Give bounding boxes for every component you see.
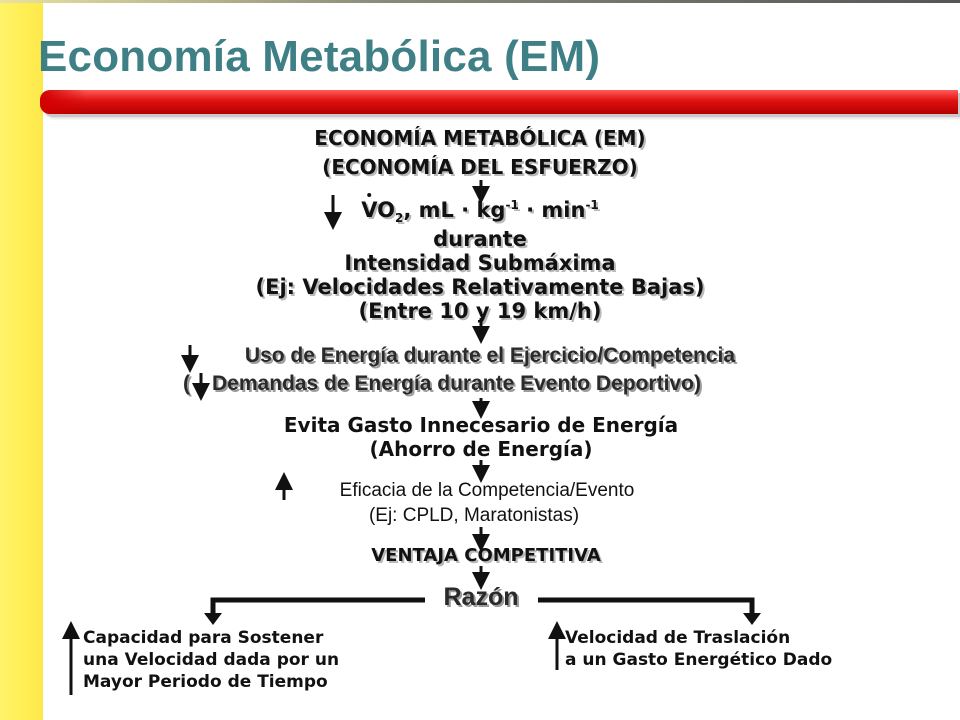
left-branch-arrowhead [204, 613, 222, 625]
right-branch-connector [538, 600, 752, 616]
left-branch-line-3: Mayor Periodo de Tiempo [83, 672, 328, 692]
page-title: Economía Metabólica (EM) [38, 32, 601, 81]
reason-label: Razón [443, 583, 519, 611]
competitive-advantage: VENTAJA COMPETITIVA [371, 545, 601, 566]
right-branch-arrowhead [743, 613, 761, 625]
vo2-exponent-2: -1 [585, 198, 599, 212]
energy-use-line-2: Demandas de Energía durante Evento Deportivo) [212, 372, 701, 395]
savings-line-1: Evita Gasto Innecesario de Energía [283, 413, 679, 437]
energy-use-open-paren: ( [183, 372, 190, 395]
vo2-subscript: 2 [394, 211, 404, 226]
left-branch-line-2: una Velocidad dada por un [83, 650, 340, 670]
left-branch-line-1: Capacidad para Sostener [83, 628, 324, 648]
vo2-unit-part-1: , mL · kg [403, 198, 506, 222]
left-branch-connector [213, 600, 425, 616]
efficacy-line-2: (Ej: CPLD, Maratonistas) [368, 505, 580, 526]
energy-use-line-1: Uso de Energía durante el Ejercicio/Competencia [244, 344, 736, 367]
savings-line-2: (Ahorro de Energía) [369, 437, 593, 461]
intensity-line-2: Intensidad Submáxima [344, 251, 616, 275]
intensity-line-4: (Entre 10 y 19 km/h) [358, 299, 602, 323]
heading-line-2: (ECONOMÍA DEL ESFUERZO) [322, 155, 638, 179]
intensity-line-3: (Ej: Velocidades Relativamente Bajas) [255, 275, 705, 299]
right-branch-line-2: a un Gasto Energético Dado [565, 650, 833, 670]
vo2-exponent-1: -1 [505, 198, 519, 212]
vo2-symbol: VO [361, 198, 395, 222]
intensity-line-1: durante [433, 227, 527, 251]
efficacy-line-1: Eficacia de la Competencia/Evento [339, 480, 635, 501]
heading-line-1: ECONOMÍA METABÓLICA (EM) [314, 126, 646, 150]
vo2-unit-part-2: · min [518, 198, 586, 222]
right-branch-line-1: Velocidad de Traslación [565, 628, 791, 648]
